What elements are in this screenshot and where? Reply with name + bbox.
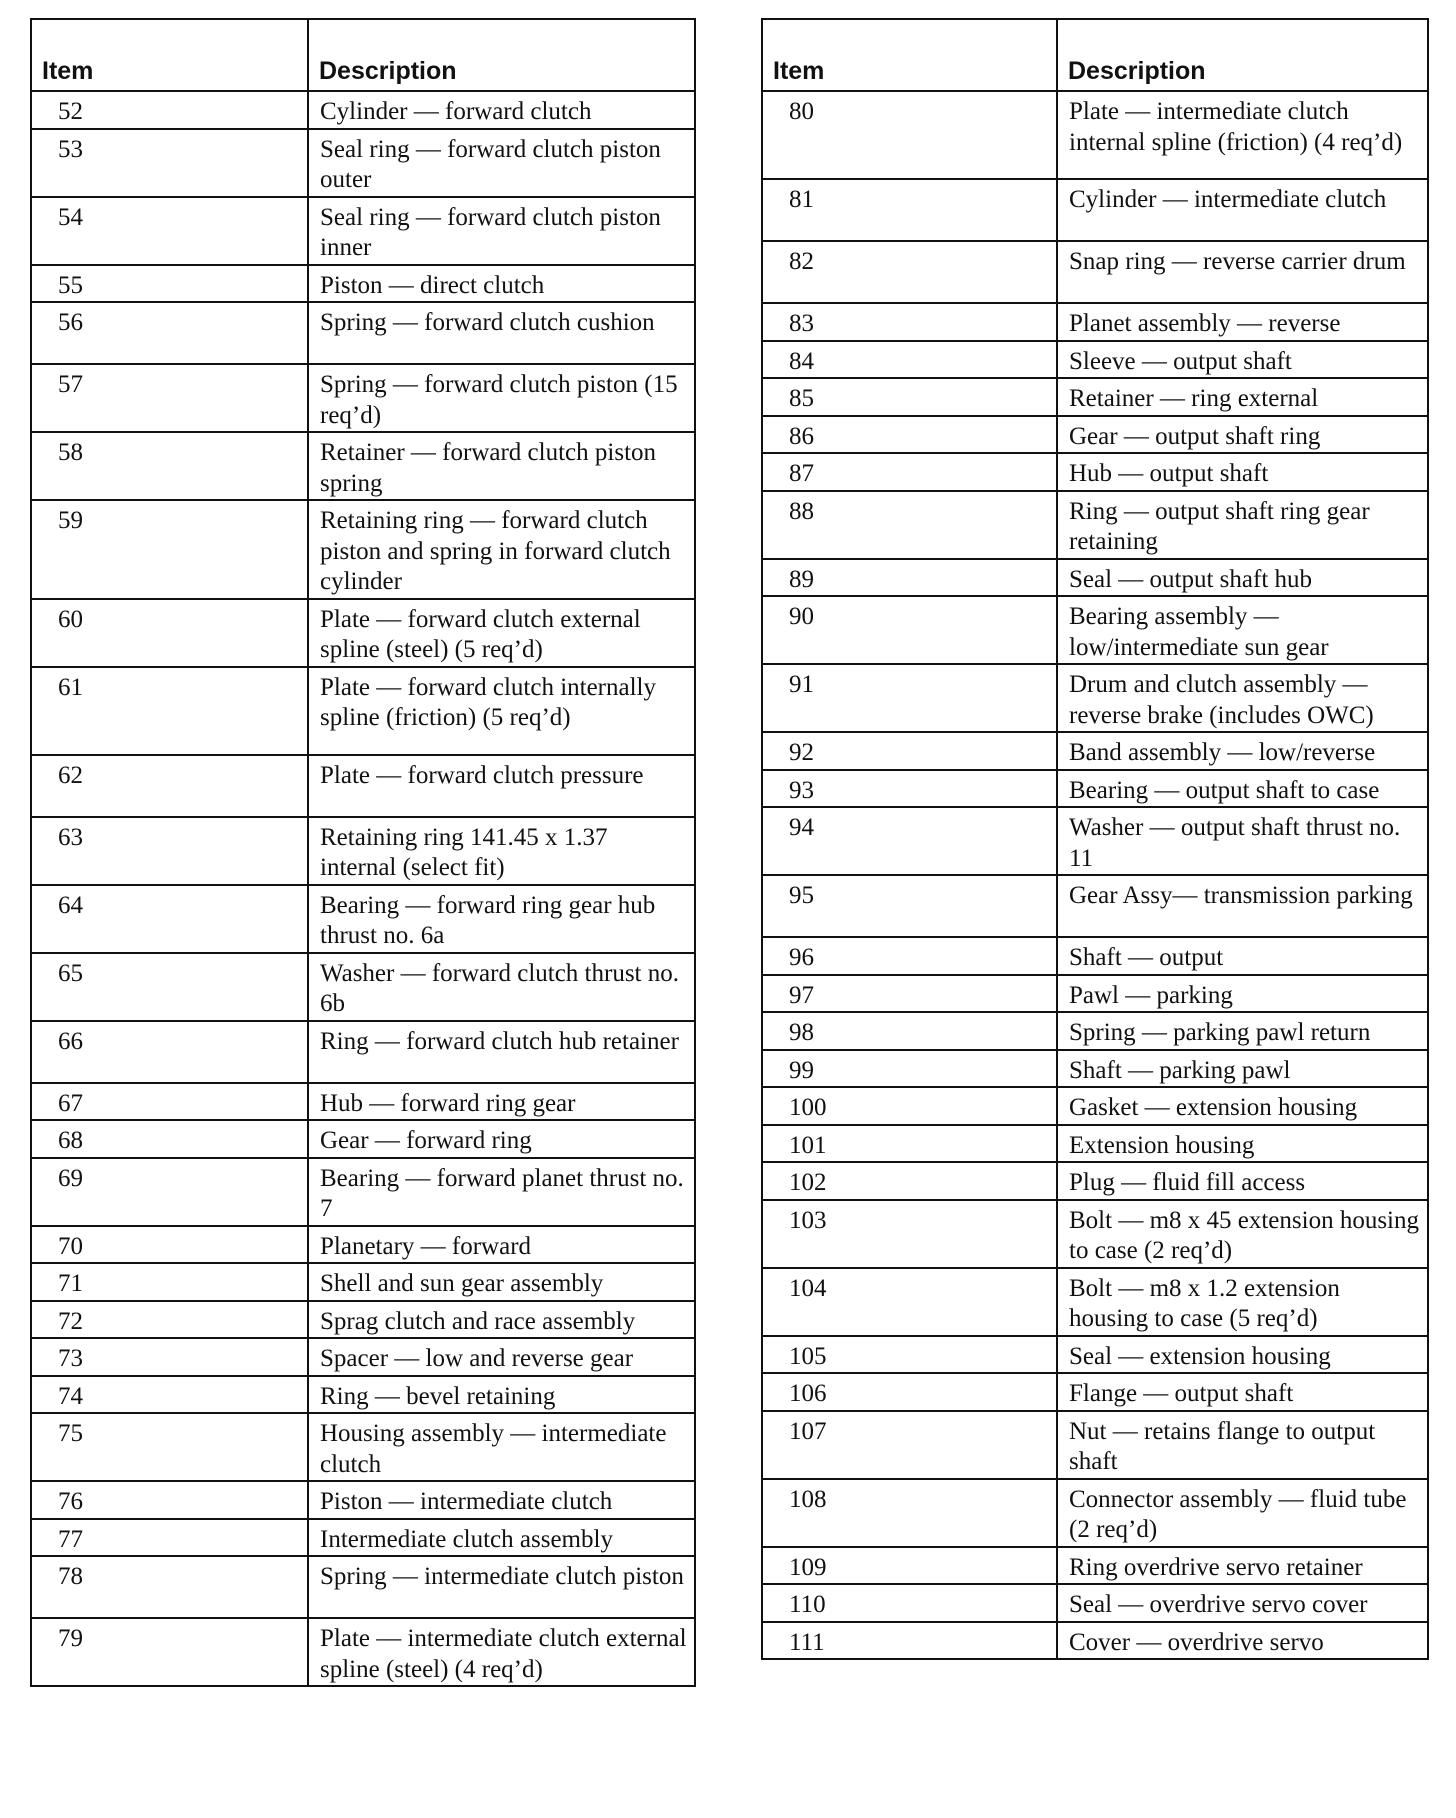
table-row <box>762 975 1428 1013</box>
table-row <box>31 1338 695 1376</box>
item-number-cell: 106 <box>762 1373 1057 1411</box>
description-cell: Flange — output shaft <box>1057 1373 1428 1411</box>
table-row <box>762 807 1428 875</box>
table-row <box>762 875 1428 937</box>
item-number-cell: 64 <box>31 885 308 953</box>
description-cell: Bearing — forward ring gear hub thrust no. 6a <box>308 885 695 953</box>
table-row <box>762 1200 1428 1268</box>
item-number-cell: 60 <box>31 599 308 667</box>
item-number-cell: 79 <box>31 1618 308 1686</box>
description-cell: Spring — forward clutch piston (15 req’d) <box>308 364 695 432</box>
table-row <box>762 416 1428 454</box>
item-number-cell: 57 <box>31 364 308 432</box>
table-row <box>31 1120 695 1158</box>
description-cell: Washer — forward clutch thrust no. 6b <box>308 953 695 1021</box>
description-cell: Intermediate clutch assembly <box>308 1519 695 1557</box>
table-row <box>31 1556 695 1618</box>
table-row <box>762 1584 1428 1622</box>
item-number-cell: 55 <box>31 265 308 303</box>
description-cell: Sleeve — output shaft <box>1057 341 1428 379</box>
item-number-cell: 75 <box>31 1413 308 1481</box>
description-cell: Retainer — forward clutch piston spring <box>308 432 695 500</box>
item-number-cell: 85 <box>762 378 1057 416</box>
item-number-cell: 54 <box>31 197 308 265</box>
table-row <box>31 817 695 885</box>
table-row <box>31 1263 695 1301</box>
item-number-cell: 63 <box>31 817 308 885</box>
parts-table-right <box>761 18 1429 1660</box>
table-row <box>762 664 1428 732</box>
table-row <box>31 265 695 303</box>
description-cell: Seal — extension housing <box>1057 1336 1428 1374</box>
description-cell: Sprag clutch and race assembly <box>308 1301 695 1339</box>
description-cell: Spring — parking pawl return <box>1057 1012 1428 1050</box>
description-cell: Piston — intermediate clutch <box>308 1481 695 1519</box>
item-number-cell: 109 <box>762 1547 1057 1585</box>
description-cell: Retaining ring 141.45 x 1.37 internal (select fit) <box>308 817 695 885</box>
item-number-cell: 105 <box>762 1336 1057 1374</box>
item-number-cell: 97 <box>762 975 1057 1013</box>
table-row <box>762 1411 1428 1479</box>
description-cell: Gear Assy— transmission parking <box>1057 875 1428 937</box>
description-cell: Plate — intermediate clutch internal spline (friction) (4 req’d) <box>1057 91 1428 179</box>
item-column-header: Item <box>762 19 1057 91</box>
item-number-cell: 108 <box>762 1479 1057 1547</box>
table-row <box>31 1618 695 1686</box>
description-cell: Bolt — m8 x 1.2 extension housing to case (5 req’d) <box>1057 1268 1428 1336</box>
item-number-cell: 86 <box>762 416 1057 454</box>
description-cell: Shell and sun gear assembly <box>308 1263 695 1301</box>
description-cell: Plate — forward clutch external spline (steel) (5 req’d) <box>308 599 695 667</box>
table-row <box>762 1087 1428 1125</box>
table-row <box>31 1481 695 1519</box>
table-row <box>762 1012 1428 1050</box>
parts-table-left-body <box>31 91 695 1686</box>
table-row <box>762 732 1428 770</box>
table-row <box>31 667 695 755</box>
table-row <box>762 1162 1428 1200</box>
description-cell: Shaft — output <box>1057 937 1428 975</box>
item-number-cell: 104 <box>762 1268 1057 1336</box>
description-cell: Snap ring — reverse carrier drum <box>1057 241 1428 303</box>
description-cell: Spring — forward clutch cushion <box>308 302 695 364</box>
item-number-cell: 100 <box>762 1087 1057 1125</box>
item-number-cell: 95 <box>762 875 1057 937</box>
table-row <box>762 1125 1428 1163</box>
parts-table-left <box>30 18 696 1687</box>
description-cell: Ring — forward clutch hub retainer <box>308 1021 695 1083</box>
item-number-cell: 98 <box>762 1012 1057 1050</box>
table-header-row <box>762 19 1428 91</box>
table-row <box>31 432 695 500</box>
item-number-cell: 71 <box>31 1263 308 1301</box>
table-row <box>31 953 695 1021</box>
description-cell: Spring — intermediate clutch piston <box>308 1556 695 1618</box>
description-cell: Plate — forward clutch internally spline (friction) (5 req’d) <box>308 667 695 755</box>
description-cell: Seal — output shaft hub <box>1057 559 1428 597</box>
item-number-cell: 77 <box>31 1519 308 1557</box>
item-number-cell: 82 <box>762 241 1057 303</box>
description-cell: Seal ring — forward clutch piston inner <box>308 197 695 265</box>
table-row <box>762 770 1428 808</box>
item-number-cell: 94 <box>762 807 1057 875</box>
description-cell: Extension housing <box>1057 1125 1428 1163</box>
table-row <box>31 500 695 599</box>
table-row <box>762 303 1428 341</box>
table-row <box>762 1547 1428 1585</box>
description-cell: Ring — bevel retaining <box>308 1376 695 1414</box>
description-cell: Seal — overdrive servo cover <box>1057 1584 1428 1622</box>
item-number-cell: 92 <box>762 732 1057 770</box>
table-row <box>31 197 695 265</box>
description-cell: Gear — forward ring <box>308 1120 695 1158</box>
description-cell: Bearing — output shaft to case <box>1057 770 1428 808</box>
item-number-cell: 61 <box>31 667 308 755</box>
item-number-cell: 81 <box>762 179 1057 241</box>
item-number-cell: 73 <box>31 1338 308 1376</box>
description-cell: Gear — output shaft ring <box>1057 416 1428 454</box>
description-cell: Housing assembly — intermediate clutch <box>308 1413 695 1481</box>
item-number-cell: 72 <box>31 1301 308 1339</box>
item-number-cell: 62 <box>31 755 308 817</box>
table-row <box>31 1083 695 1121</box>
item-number-cell: 52 <box>31 91 308 129</box>
table-row <box>762 559 1428 597</box>
description-cell: Connector assembly — fluid tube (2 req’d) <box>1057 1479 1428 1547</box>
description-cell: Drum and clutch assembly — reverse brake (includes OWC) <box>1057 664 1428 732</box>
item-number-cell: 107 <box>762 1411 1057 1479</box>
description-cell: Pawl — parking <box>1057 975 1428 1013</box>
description-cell: Nut — retains flange to output shaft <box>1057 1411 1428 1479</box>
table-row <box>31 302 695 364</box>
item-number-cell: 76 <box>31 1481 308 1519</box>
description-cell: Plate — forward clutch pressure <box>308 755 695 817</box>
description-cell: Plug — fluid fill access <box>1057 1162 1428 1200</box>
item-number-cell: 53 <box>31 129 308 197</box>
item-number-cell: 87 <box>762 453 1057 491</box>
description-cell: Plate — intermediate clutch external spline (steel) (4 req’d) <box>308 1618 695 1686</box>
item-number-cell: 88 <box>762 491 1057 559</box>
table-row <box>762 378 1428 416</box>
description-cell: Cover — overdrive servo <box>1057 1622 1428 1660</box>
parts-table-right-body <box>762 91 1428 1659</box>
table-header-row <box>31 19 695 91</box>
item-number-cell: 89 <box>762 559 1057 597</box>
item-number-cell: 83 <box>762 303 1057 341</box>
table-row <box>31 1021 695 1083</box>
item-number-cell: 65 <box>31 953 308 1021</box>
table-row <box>31 885 695 953</box>
description-cell: Retainer — ring external <box>1057 378 1428 416</box>
item-number-cell: 70 <box>31 1226 308 1264</box>
table-row <box>762 1050 1428 1088</box>
table-row <box>762 1622 1428 1660</box>
table-row <box>762 937 1428 975</box>
description-cell: Planet assembly — reverse <box>1057 303 1428 341</box>
description-cell: Shaft — parking pawl <box>1057 1050 1428 1088</box>
table-row <box>31 1519 695 1557</box>
description-cell: Gasket — extension housing <box>1057 1087 1428 1125</box>
item-number-cell: 93 <box>762 770 1057 808</box>
table-row <box>31 91 695 129</box>
item-number-cell: 67 <box>31 1083 308 1121</box>
table-row <box>31 755 695 817</box>
table-row <box>31 1301 695 1339</box>
table-row <box>762 241 1428 303</box>
item-number-cell: 68 <box>31 1120 308 1158</box>
item-number-cell: 78 <box>31 1556 308 1618</box>
item-number-cell: 84 <box>762 341 1057 379</box>
description-cell: Bearing assembly — low/intermediate sun gear <box>1057 596 1428 664</box>
item-number-cell: 74 <box>31 1376 308 1414</box>
table-row <box>31 599 695 667</box>
description-cell: Ring overdrive servo retainer <box>1057 1547 1428 1585</box>
table-row <box>31 1158 695 1226</box>
description-cell: Cylinder — forward clutch <box>308 91 695 129</box>
table-row <box>31 364 695 432</box>
item-number-cell: 96 <box>762 937 1057 975</box>
table-row <box>762 1268 1428 1336</box>
table-row <box>762 1479 1428 1547</box>
table-row <box>762 1336 1428 1374</box>
table-row <box>31 1413 695 1481</box>
description-cell: Hub — forward ring gear <box>308 1083 695 1121</box>
item-number-cell: 69 <box>31 1158 308 1226</box>
table-row <box>31 1226 695 1264</box>
item-number-cell: 59 <box>31 500 308 599</box>
table-row <box>762 179 1428 241</box>
description-cell: Planetary — forward <box>308 1226 695 1264</box>
table-row <box>762 491 1428 559</box>
item-number-cell: 56 <box>31 302 308 364</box>
item-number-cell: 101 <box>762 1125 1057 1163</box>
item-number-cell: 58 <box>31 432 308 500</box>
description-cell: Cylinder — intermediate clutch <box>1057 179 1428 241</box>
item-number-cell: 66 <box>31 1021 308 1083</box>
description-cell: Washer — output shaft thrust no. 11 <box>1057 807 1428 875</box>
table-row <box>762 91 1428 179</box>
item-number-cell: 99 <box>762 1050 1057 1088</box>
description-cell: Retaining ring — forward clutch piston and spring in forward clutch cylinder <box>308 500 695 599</box>
item-number-cell: 110 <box>762 1584 1057 1622</box>
item-number-cell: 103 <box>762 1200 1057 1268</box>
description-cell: Spacer — low and reverse gear <box>308 1338 695 1376</box>
table-row <box>762 341 1428 379</box>
item-number-cell: 90 <box>762 596 1057 664</box>
item-number-cell: 111 <box>762 1622 1057 1660</box>
table-row <box>762 596 1428 664</box>
description-cell: Band assembly — low/reverse <box>1057 732 1428 770</box>
table-row <box>31 129 695 197</box>
description-cell: Hub — output shaft <box>1057 453 1428 491</box>
table-row <box>762 453 1428 491</box>
item-column-header: Item <box>31 19 308 91</box>
table-row <box>762 1373 1428 1411</box>
description-column-header: Description <box>1057 19 1428 91</box>
item-number-cell: 102 <box>762 1162 1057 1200</box>
description-cell: Seal ring — forward clutch piston outer <box>308 129 695 197</box>
description-cell: Ring — output shaft ring gear retaining <box>1057 491 1428 559</box>
item-number-cell: 80 <box>762 91 1057 179</box>
description-cell: Bearing — forward planet thrust no. 7 <box>308 1158 695 1226</box>
description-cell: Piston — direct clutch <box>308 265 695 303</box>
item-number-cell: 91 <box>762 664 1057 732</box>
description-column-header: Description <box>308 19 695 91</box>
description-cell: Bolt — m8 x 45 extension housing to case (2 req’d) <box>1057 1200 1428 1268</box>
table-row <box>31 1376 695 1414</box>
